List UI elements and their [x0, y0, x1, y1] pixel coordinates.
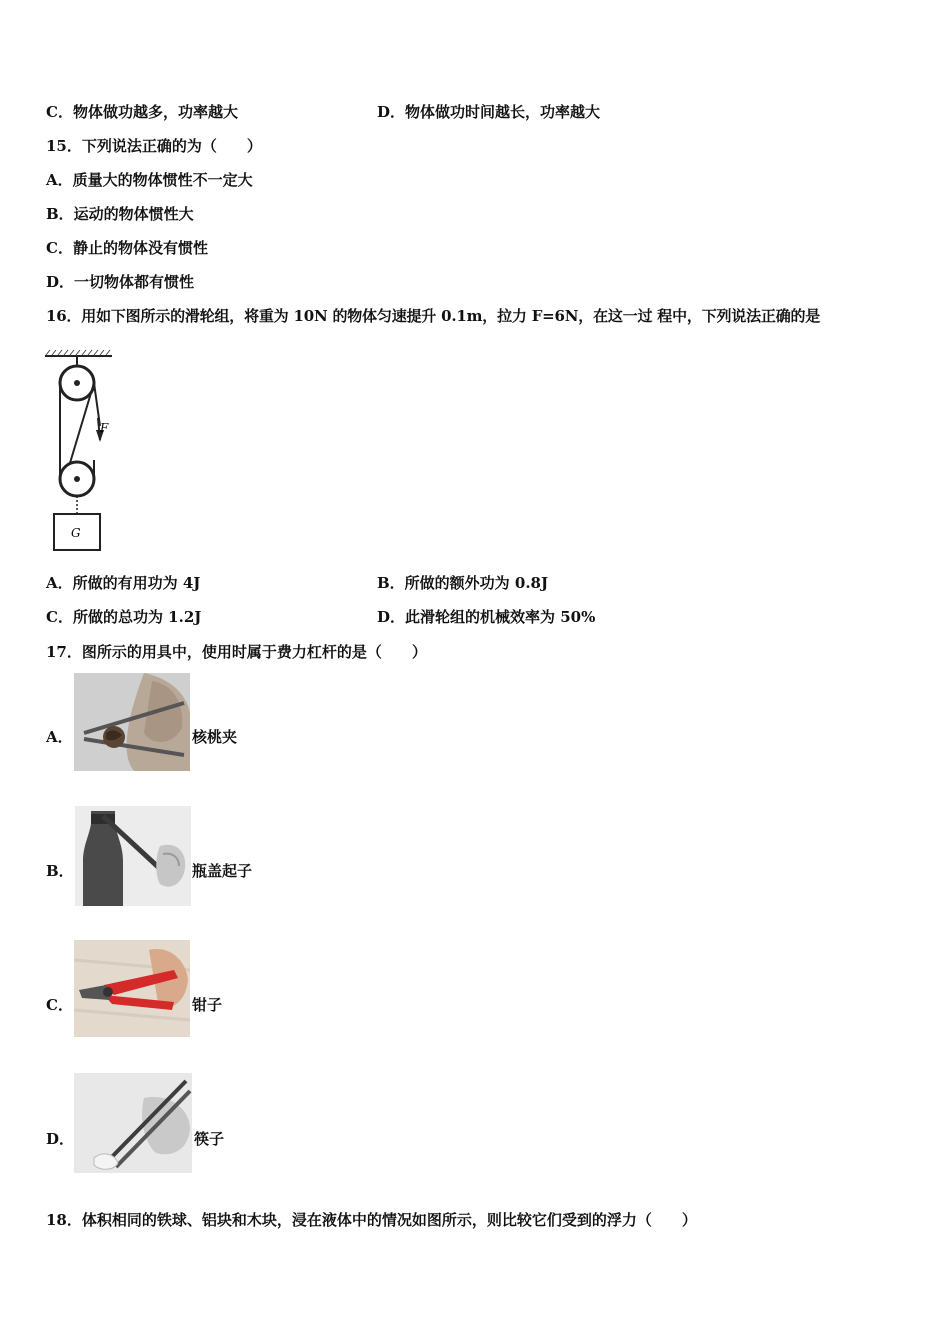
q14-option-d: D．物体做功时间越长，功率越大 — [377, 103, 601, 121]
q17-stem: 17．图所示的用具中，使用时属于费力杠杆的是（ ） — [46, 643, 427, 661]
weight-label: G — [71, 526, 81, 540]
q16-option-c: C．所做的总功为 1.2J — [46, 608, 202, 626]
q17-option-b-letter: B． — [46, 862, 74, 880]
chopsticks-photo — [74, 1073, 192, 1173]
q17-option-a-label: 核桃夹 — [192, 728, 238, 746]
q15-option-c: C．静止的物体没有惯性 — [46, 239, 208, 257]
pulley-system-diagram — [42, 348, 122, 554]
q16-stem: 16．用如下图所示的滑轮组，将重为 10N 的物体匀速提升 0.1m，拉力 F=6N，在这一过 程中，下列说法正确的是 — [46, 307, 821, 325]
q17-option-a-letter: A． — [46, 728, 73, 746]
q17-option-b-label: 瓶盖起子 — [192, 862, 253, 880]
q16-option-d: D．此滑轮组的机械效率为 50% — [377, 608, 596, 626]
q16-option-a: A．所做的有用功为 4J — [46, 574, 201, 592]
q15-option-b: B．运动的物体惯性大 — [46, 205, 194, 223]
q18-stem: 18．体积相同的铁球、铝块和木块，浸在液体中的情况如图所示，则比较它们受到的浮力（ ） — [46, 1211, 697, 1229]
bottle-opener-photo — [75, 806, 191, 906]
q15-option-a: A．质量大的物体惯性不一定大 — [46, 171, 253, 189]
pliers-photo — [74, 940, 190, 1037]
q15-stem: 15．下列说法正确的为（ ） — [46, 137, 262, 155]
force-label: F — [100, 421, 109, 435]
q17-option-c-letter: C． — [46, 996, 73, 1014]
q14-option-c: C．物体做功越多，功率越大 — [46, 103, 238, 121]
q15-option-d: D．一切物体都有惯性 — [46, 273, 195, 291]
q17-option-d-label: 筷子 — [194, 1130, 225, 1148]
q17-option-d-letter: D． — [46, 1130, 75, 1148]
q17-option-c-label: 钳子 — [192, 996, 223, 1014]
walnut-cracker-photo — [74, 673, 190, 771]
rope-middle — [70, 383, 94, 463]
ceiling-hatch — [46, 350, 110, 355]
q16-option-b: B．所做的额外功为 0.8J — [377, 574, 549, 592]
